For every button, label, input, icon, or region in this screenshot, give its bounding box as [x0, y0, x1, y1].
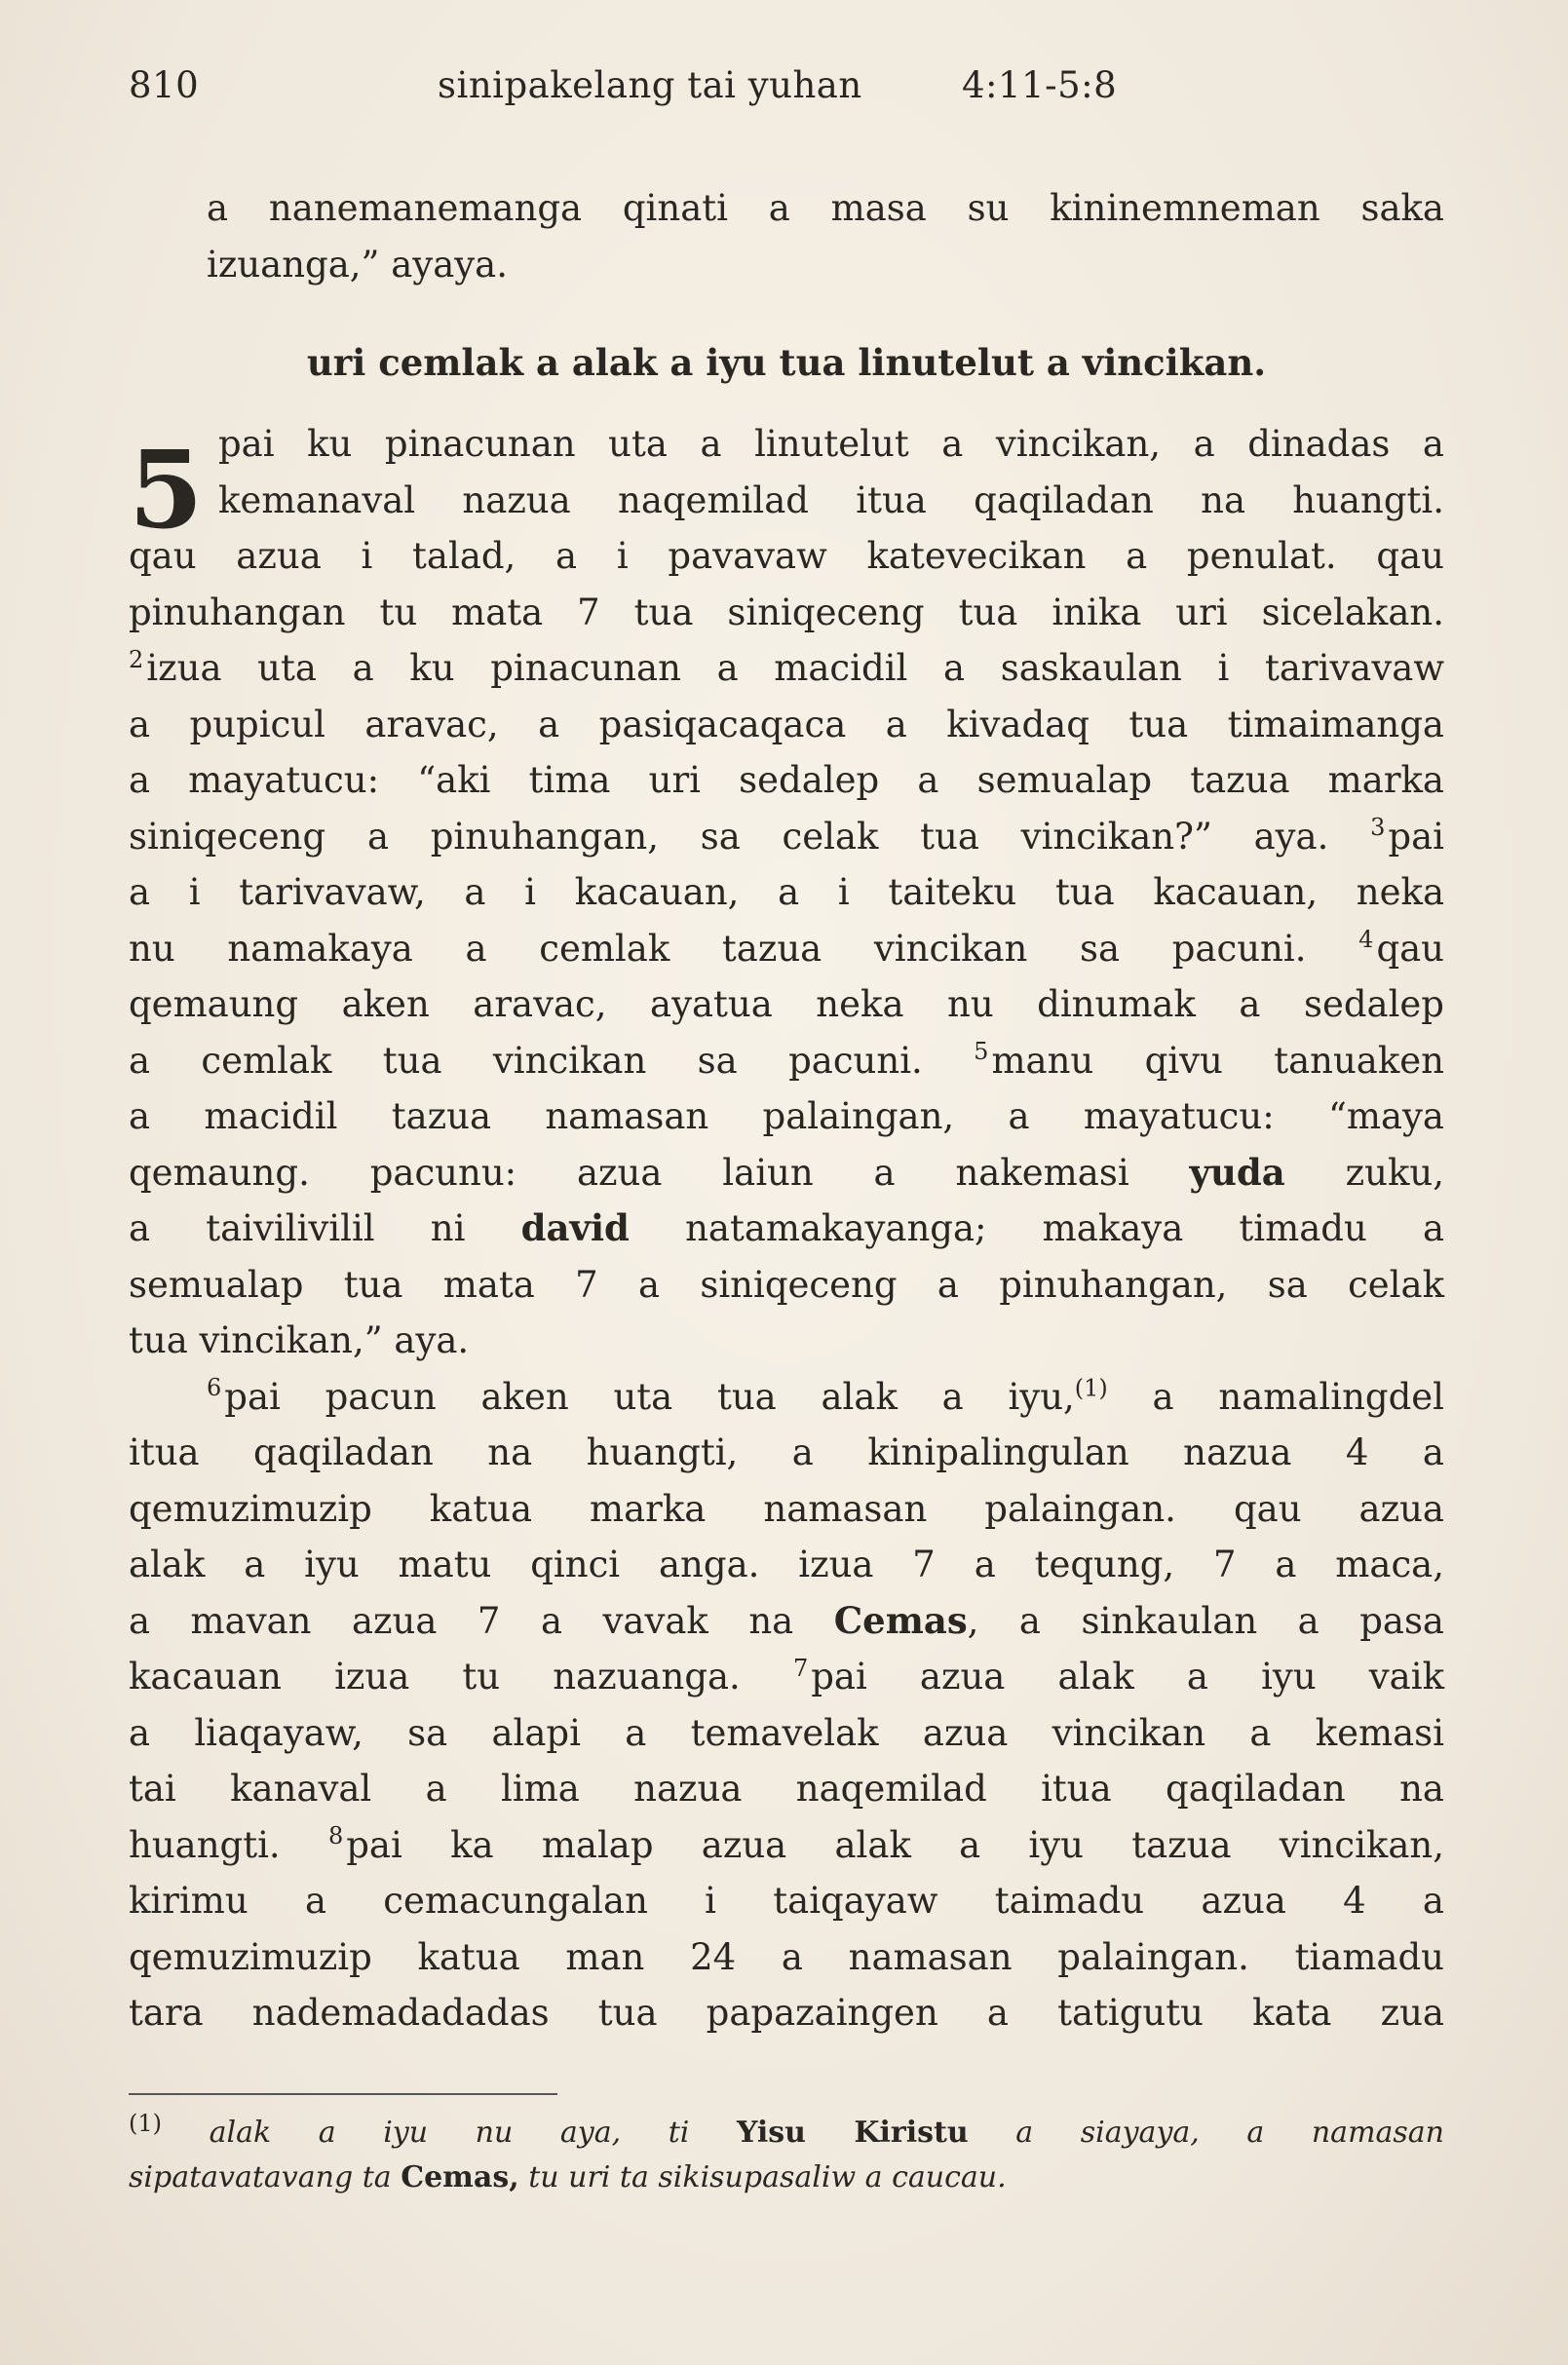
text-line: a pupicul aravac, a pasiqacaqaca a kivadaq tua timaimanga	[129, 703, 1444, 745]
text-line: a mavan azua 7 a vavak na Cemas, a sinkaulan a pasa	[129, 1598, 1444, 1642]
text-line: alak a iyu matu qinci anga. izua 7 a tequng, 7 a maca,	[129, 1544, 1444, 1585]
footnote-line: sipatavatavang ta Cemas, tu uri ta sikisupasaliw a caucau.	[129, 2160, 1007, 2194]
text-line: siniqeceng a pinuhangan, sa celak tua vincikan?” aya. $^3$pai	[129, 814, 1444, 858]
footnote-marker: (1)	[129, 2110, 162, 2137]
bold-name: yuda	[1189, 1150, 1285, 1194]
text-line: kacauan izua tu nazuanga. $^7$pai azua alak a iyu vaik	[129, 1654, 1444, 1697]
verse-number: 7	[792, 1654, 809, 1682]
text-line: $^2$izua uta a ku pinacunan a macidil a saskaulan i tarivavaw	[129, 645, 1444, 689]
footnote-line: $^{(1)}$ alak a iyu nu aya, ti Yisu Kiristu a siayaya, a namasan	[129, 2110, 1445, 2150]
running-title: sinipakelang tai yuhan	[438, 64, 862, 106]
chapter-number: 5	[129, 427, 204, 553]
text-line: kirimu a cemacungalan i taiqayaw taimadu azua 4 a	[129, 1880, 1444, 1922]
page-number: 810	[129, 64, 200, 106]
footnote-reference[interactable]: (1)	[1074, 1374, 1108, 1402]
verse-number: 6	[207, 1374, 222, 1402]
text-line: semualap tua mata 7 a siniqeceng a pinuhangan, sa celak	[129, 1263, 1444, 1306]
verse-number: 5	[974, 1038, 989, 1066]
footnote-divider	[129, 2093, 557, 2095]
verse-number: 2	[129, 645, 144, 673]
page-header	[129, 64, 1439, 123]
text-line: qemuzimuzip katua man 24 a namasan palaingan. tiamadu	[129, 1935, 1444, 1978]
text-line: a nanemanemanga qinati a masa su kininemneman saka	[207, 187, 1444, 229]
text-line: $^6$pai pacun aken uta tua alak a iyu,$^{(1)}$ a namalingdel	[207, 1374, 1444, 1418]
bold-name: Cemas	[833, 1598, 968, 1642]
text-line: tai kanaval a lima nazua naqemilad itua qaqiladan na	[129, 1768, 1444, 1810]
text-line: itua qaqiladan na huangti, a kinipalingulan nazua 4 a	[129, 1431, 1444, 1473]
text-line: qau azua i talad, a i pavavaw katevecikan a penulat. qau	[129, 535, 1444, 577]
bold-name: david	[520, 1206, 630, 1249]
text-line: qemuzimuzip katua marka namasan palaingan. qau azua	[129, 1487, 1444, 1530]
text-line: a i tarivavaw, a i kacauan, a i taiteku tua kacauan, neka	[129, 871, 1444, 913]
text-line: qemaung aken aravac, ayatua neka nu dinumak a sedalep	[129, 983, 1444, 1025]
chapter-paragraph	[129, 416, 1444, 2041]
verse-number: 3	[1370, 814, 1386, 842]
text-line: a mayatucu: “aki tima uri sedalep a semualap tazua marka	[129, 759, 1444, 801]
verse-number: 8	[327, 1822, 344, 1850]
footnote	[129, 2111, 1444, 2200]
text-line: nu namakaya a cemlak tazua vincikan sa pacuni. $^4$qau	[129, 926, 1445, 970]
text-line: izuanga,” ayaya.	[207, 243, 508, 286]
text-line: huangti. $^8$pai ka malap azua alak a iyu tazua vincikan,	[129, 1822, 1445, 1866]
text-line: a liaqayaw, sa alapi a temavelak azua vincikan a kemasi	[129, 1711, 1444, 1754]
text-line: tara nademadadadas tua papazaingen a tatigutu kata zua	[129, 1992, 1444, 2034]
verse-number: 4	[1358, 926, 1374, 954]
intro-paragraph	[129, 180, 1444, 292]
text-line: a taivilivilil ni david natamakayanga; makaya timadu a	[129, 1206, 1445, 1249]
text-line: pai ku pinacunan uta a linutelut a vincikan, a dinadas a	[218, 423, 1444, 465]
section-heading: uri cemlak a alak a iyu tua linutelut a vincikan.	[306, 341, 1267, 384]
text-line: a cemlak tua vincikan sa pacuni. $^5$manu qivu tanuaken	[129, 1038, 1444, 1082]
text-line: tua vincikan,” aya.	[129, 1319, 470, 1361]
text-line: pinuhangan tu mata 7 tua siniqeceng tua inika uri sicelakan.	[129, 591, 1444, 633]
chapter-verse-reference: 4:11-5:8	[962, 64, 1118, 106]
text-line: qemaung. pacunu: azua laiun a nakemasi yuda zuku,	[129, 1150, 1444, 1194]
text-line: a macidil tazua namasan palaingan, a mayatucu: “maya	[129, 1095, 1444, 1137]
text-line: kemanaval nazua naqemilad itua qaqiladan na huangti.	[218, 478, 1444, 521]
